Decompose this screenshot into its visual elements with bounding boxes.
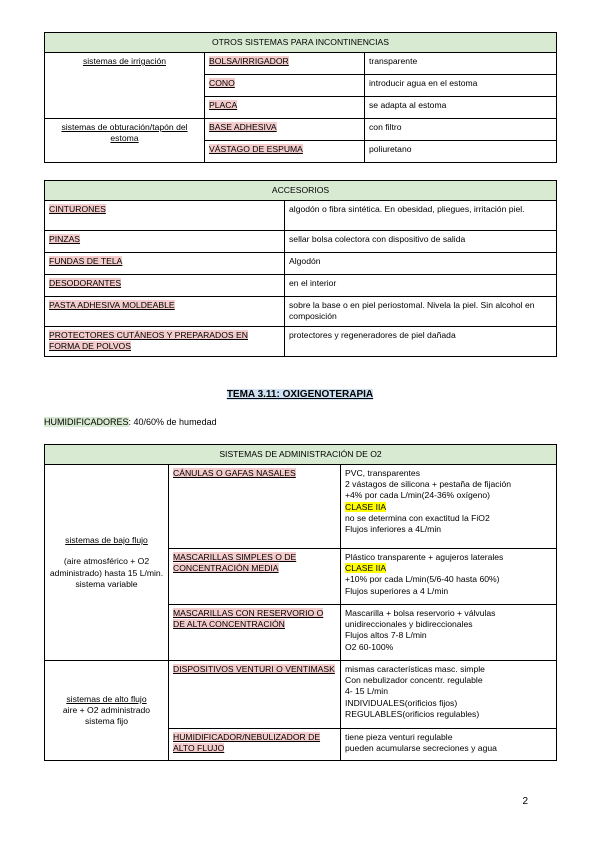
table-row-item: DESODORANTES: [45, 275, 285, 297]
table-header: OTROS SISTEMAS PARA INCONTINENCIAS: [45, 33, 557, 53]
table-row-item: VÁSTAGO DE ESPUMA: [205, 141, 365, 163]
table-accesorios: [44, 180, 557, 357]
table-row-item: DISPOSITIVOS VENTURI O VENTIMASK: [169, 661, 341, 729]
table-row-item: PROTECTORES CUTÁNEOS Y PREPARADOS EN FORMA DE POLVOS: [45, 327, 285, 357]
table-row-desc: se adapta al estoma: [365, 97, 557, 119]
table-otros-sistemas: [44, 32, 557, 163]
table-row-item: PASTA ADHESIVA MOLDEABLE: [45, 297, 285, 327]
high-flow-label: sistemas de alto flujo aire + O2 administrado sistema fijo: [45, 661, 169, 761]
table-row-item: MASCARILLAS SIMPLES O DE CONCENTRACIÓN MEDIA: [169, 549, 341, 605]
group-label: sistemas de obturación/tapón del estoma: [45, 119, 205, 163]
table-row-desc: con filtro: [365, 119, 557, 141]
humidificadores-line: HUMIDIFICADORES: 40/60% de humedad: [44, 417, 217, 427]
table-row-item: PLACA: [205, 97, 365, 119]
table-row-desc: Mascarilla + bolsa reservorio + válvulas unidireccionales y bidireccionales Flujos altos 7-8 L/min O2 60-100%: [341, 605, 557, 661]
table-row-item: MASCARILLAS CON RESERVORIO O DE ALTA CONCENTRACIÓN: [169, 605, 341, 661]
table-row-item: CINTURONES: [45, 201, 285, 231]
table-row-desc: Algodón: [285, 253, 557, 275]
table-row-desc: poliuretano: [365, 141, 557, 163]
section-title: TEMA 3.11: OXIGENOTERAPIA: [226, 389, 374, 400]
table-row-desc: en el interior: [285, 275, 557, 297]
table-row-item: CÁNULAS O GAFAS NASALES: [169, 465, 341, 549]
table-row-desc: protectores y regeneradores de piel dañada: [285, 327, 557, 357]
table-row-item: BOLSA/IRRIGADOR: [205, 53, 365, 75]
table-row-desc: tiene pieza venturi regulable pueden acumularse secreciones y agua: [341, 729, 557, 761]
table-row-desc: Plástico transparente + agujeros laterales CLASE IIA +10% por cada L/min(5/6-40 hasta 60%) Flujos superiores a 4 L/min: [341, 549, 557, 605]
table-sistemas-o2: [44, 444, 557, 761]
table-row-desc: PVC, transparentes 2 vástagos de silicona + pestaña de fijación +4% por cada L/min(24-36% oxígeno) CLASE IIA no se determina con exactitud la FiO2 Flujos inferiores a 4L/min: [341, 465, 557, 549]
clase-badge: CLASE IIA: [345, 501, 387, 512]
table-row-desc: transparente: [365, 53, 557, 75]
table-row-item: PINZAS: [45, 231, 285, 253]
table-header: ACCESORIOS: [45, 181, 557, 201]
table-row-item: CONO: [205, 75, 365, 97]
table-row-desc: algodón o fibra sintética. En obesidad, pliegues, irritación piel.: [285, 201, 557, 231]
clase-badge: CLASE IIA: [345, 563, 387, 574]
table-header: SISTEMAS DE ADMINISTRACIÓN DE O2: [45, 445, 557, 465]
table-row-desc: mismas características masc. simple Con nebulizador concentr. regulable 4- 15 L/min INDIVIDUALES(orificios fijos) REGULABLES(orificios regulables): [341, 661, 557, 729]
table-row-item: BASE ADHESIVA: [205, 119, 365, 141]
page-number: 2: [522, 796, 528, 807]
table-row-desc: sobre la base o en piel periostomal. Nivela la piel. Sin alcohol en composición: [285, 297, 557, 327]
low-flow-label: sistemas de bajo flujo (aire atmosférico + O2 administrado) hasta 15 L/min. sistema variable: [45, 465, 169, 661]
table-row-item: HUMIDIFICADOR/NEBULIZADOR DE ALTO FLUJO: [169, 729, 341, 761]
table-row-desc: introducir agua en el estoma: [365, 75, 557, 97]
table-row-desc: sellar bolsa colectora con dispositivo de salida: [285, 231, 557, 253]
group-label: sistemas de irrigación: [45, 53, 205, 119]
table-row-item: FUNDAS DE TELA: [45, 253, 285, 275]
